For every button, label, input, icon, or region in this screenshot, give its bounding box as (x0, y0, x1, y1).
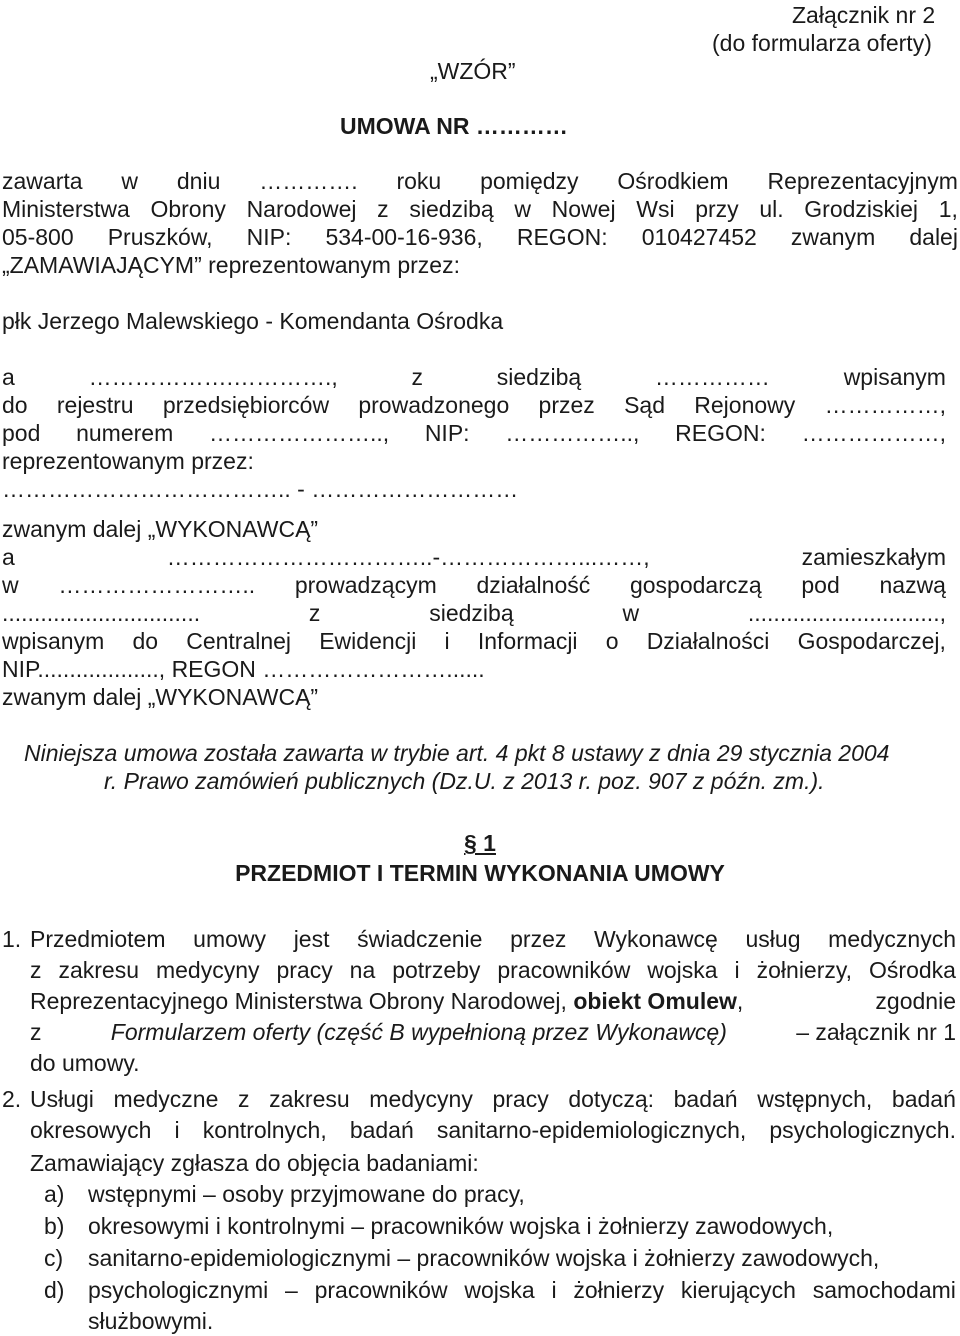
item1-line-5: do umowy. (30, 1050, 140, 1076)
item1-line-2 (30, 957, 956, 984)
word: przedsiębiorców (162, 392, 330, 418)
word: przy (695, 196, 739, 222)
word: Obrony (150, 196, 226, 222)
legal-basis-line-1: Niniejsza umowa została zawarta w trybie art. 4 pkt 8 ustawy z dnia 29 stycznia 2004 (24, 740, 890, 766)
subitem-a-label: a) (44, 1181, 65, 1207)
word: w (2, 572, 19, 598)
word: na (349, 957, 376, 983)
word: siedzibą (429, 600, 514, 626)
word: badań (349, 1117, 414, 1143)
word: i (734, 957, 740, 983)
word: dotyczą: (568, 1086, 654, 1112)
word: gospodarczą (629, 572, 762, 598)
word: ……………, (824, 392, 946, 418)
item-number-1: 1. (2, 926, 22, 952)
parties-line-3 (2, 224, 958, 251)
word: okresowych (30, 1117, 152, 1143)
word: medycznych (828, 926, 956, 952)
word: badań (891, 1086, 956, 1112)
word: …………….., (505, 420, 640, 446)
word: …………. (259, 168, 358, 194)
word: siedzibą (496, 364, 582, 390)
word: przez (510, 926, 567, 952)
word: i (174, 1117, 180, 1143)
subitem-d-line-1 (88, 1277, 956, 1304)
word: Sąd (624, 392, 665, 418)
word: potrzeby (392, 957, 481, 983)
word: ……………….…………., (88, 364, 338, 390)
contractor2-line-1 (2, 544, 946, 571)
word: prowadzącym (294, 572, 437, 598)
word: zakresu (269, 1086, 350, 1112)
word: pod (801, 572, 840, 598)
item1-line-4: z Formularzem oferty (część B wypełnioną przez Wykonawcę) – załącznik nr 1 (30, 1019, 956, 1045)
word: w (514, 196, 531, 222)
word: pomiędzy (480, 168, 579, 194)
word: Ewidencji (319, 628, 417, 654)
word: NIP: (246, 224, 292, 250)
section-paragraph-mark: § 1 (464, 830, 496, 856)
contractor-line-4: reprezentowanym przez: (2, 448, 254, 474)
legal-basis-line-2: r. Prawo zamówień publicznych (Dz.U. z 2013 r. poz. 907 z późn. zm.). (104, 768, 825, 794)
word: 05-800 (2, 224, 74, 250)
word: roku (396, 168, 442, 194)
subitem-c-label: c) (44, 1245, 64, 1271)
word: a (2, 544, 15, 570)
word: zamieszkałym (801, 544, 946, 570)
contractor-line-3 (2, 420, 946, 447)
word: Pruszków, (107, 224, 213, 250)
word: w (121, 168, 139, 194)
word: – (285, 1277, 298, 1303)
word: Wykonawcę (594, 926, 718, 952)
parties-line-4: „ZAMAWIAJĄCYM” reprezentowanym przez: (2, 252, 460, 278)
word: 1, (938, 196, 958, 222)
word: i (551, 1277, 557, 1303)
word: NIP: (424, 420, 470, 446)
word: prowadzonego (358, 392, 510, 418)
word: umowy (193, 926, 267, 952)
contractor2-line-2 (2, 572, 946, 599)
word: do (2, 392, 28, 418)
word: …………………….. (58, 572, 256, 598)
word: medycyny (369, 1086, 473, 1112)
word: do (132, 628, 159, 654)
word: Przedmiotem (30, 926, 166, 952)
word: psychologicznymi (88, 1277, 269, 1303)
contractor2-line-4 (2, 628, 946, 655)
contractor-alias-1: zwanym dalej „WYKONAWCĄ” (2, 516, 319, 542)
word: Ośrodka (869, 957, 956, 983)
word: pracy (276, 957, 333, 983)
word: ……………………………..-………………...……, (166, 544, 650, 570)
word: jest (293, 926, 330, 952)
word: ul. (759, 196, 784, 222)
attachment-label: Załącznik nr 2 (792, 2, 936, 28)
word: Narodowej (246, 196, 357, 222)
word: Informacji (477, 628, 578, 654)
item1-line-3: Reprezentacyjnego Ministerstwa Obrony Narodowej, obiekt Omulew, zgodnie (30, 988, 956, 1014)
word: ………………, (801, 420, 946, 446)
word: Gospodarczej, (797, 628, 946, 654)
word: działalność (476, 572, 591, 598)
word: wpisanym (843, 364, 946, 390)
word: pod (2, 420, 41, 446)
word: 010427452 (641, 224, 757, 250)
attachment-note: (do formularza oferty) (712, 30, 932, 56)
subitem-c-text: sanitarno-epidemiologicznymi – pracowników wojska i żołnierzy zawodowych, (88, 1245, 880, 1271)
word: badań (673, 1086, 738, 1112)
word: REGON: (675, 420, 766, 446)
word: pracowników (314, 1277, 448, 1303)
contractor2-line-5: NIP..................., REGON ……………………...... (2, 656, 485, 682)
word: kontrolnych, (202, 1117, 327, 1143)
template-marker: „WZÓR” (430, 58, 516, 84)
contractor2-line-3 (2, 600, 946, 627)
word: Działalności (646, 628, 770, 654)
word: w (622, 600, 640, 626)
word: zawarta (2, 168, 83, 194)
word: dniu (176, 168, 221, 194)
contractor-line-1 (2, 364, 946, 391)
word: nazwą (879, 572, 946, 598)
item2-line-2 (30, 1117, 956, 1144)
word: przez (538, 392, 595, 418)
contractor-line-5: ……………………………….. - ……………………… (2, 476, 519, 502)
item2-line-3: Zamawiający zgłasza do objęcia badaniami: (30, 1150, 479, 1176)
word: żołnierzy (573, 1277, 665, 1303)
word: rejestru (56, 392, 134, 418)
word: z (30, 957, 42, 983)
word: a (2, 364, 15, 390)
word: psychologicznych. (769, 1117, 956, 1143)
word: z (238, 1086, 250, 1112)
word: pracy (492, 1086, 549, 1112)
word: z (308, 600, 321, 626)
parties-line-2 (2, 196, 958, 223)
word: wstępnych, (757, 1086, 873, 1112)
word: wojska (464, 1277, 535, 1303)
contractor-line-2 (2, 392, 946, 419)
word: usług (745, 926, 801, 952)
subitem-b-text: okresowymi i kontrolnymi – pracowników wojska i żołnierzy zawodowych, (88, 1213, 834, 1239)
word: Centralnej (186, 628, 292, 654)
word: żołnierzy, (756, 957, 853, 983)
word: zwanym (790, 224, 876, 250)
word: świadczenie (357, 926, 483, 952)
word: kierujących (680, 1277, 796, 1303)
word: pracowników (497, 957, 631, 983)
subitem-d-label: d) (44, 1277, 65, 1303)
section-heading: PRZEDMIOT I TERMIN WYKONANIA UMOWY (235, 860, 725, 886)
item-number-2: 2. (2, 1086, 22, 1112)
representative-line: płk Jerzego Malewskiego - Komendanta Ośrodka (2, 308, 504, 334)
contract-title: UMOWA NR ………… (340, 113, 568, 139)
word: z (377, 196, 389, 222)
word: Ministerstwa (2, 196, 130, 222)
word: Rejonowy (694, 392, 796, 418)
word: ………………….., (208, 420, 390, 446)
subitem-b-label: b) (44, 1213, 65, 1239)
parties-line-1 (2, 168, 958, 195)
word: ............................... (2, 600, 201, 626)
word: wpisanym (2, 628, 105, 654)
word: medyczne (113, 1086, 219, 1112)
word: Usługi (30, 1086, 94, 1112)
word: Grodziskiej (804, 196, 919, 222)
subitem-d-line-2: służbowymi. (88, 1308, 214, 1334)
word: 534-00-16-936, (325, 224, 483, 250)
word: Nowej (551, 196, 616, 222)
word: medycyny (155, 957, 260, 983)
word: zakresu (58, 957, 139, 983)
word: sanitarno-epidemiologicznych, (436, 1117, 747, 1143)
word: Ośrodkiem (617, 168, 729, 194)
word: REGON: (516, 224, 608, 250)
word: numerem (76, 420, 174, 446)
word: Reprezentacyjnym (767, 168, 958, 194)
word: z (411, 364, 423, 390)
contractor-alias-2: zwanym dalej „WYKONAWCĄ” (2, 684, 319, 710)
item1-line-1 (30, 926, 956, 953)
word: i (444, 628, 450, 654)
item2-line-1 (30, 1086, 956, 1113)
word: dalej (909, 224, 958, 250)
word: .............................., (747, 600, 946, 626)
word: siedzibą (409, 196, 494, 222)
word: Wsi (636, 196, 675, 222)
word: …………… (654, 364, 770, 390)
subitem-a-text: wstępnymi – osoby przyjmowane do pracy, (88, 1181, 525, 1207)
word: wojska (647, 957, 718, 983)
word: samochodami (812, 1277, 956, 1303)
word: o (605, 628, 619, 654)
